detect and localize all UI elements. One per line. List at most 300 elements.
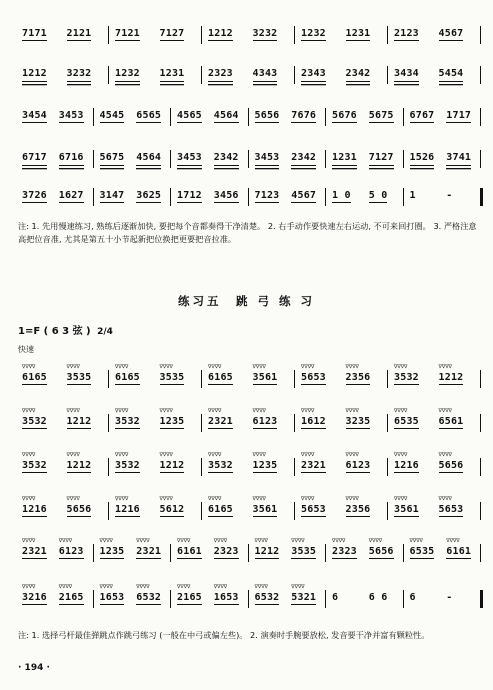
- bowing-mark: ∇∇∇∇: [252, 496, 266, 502]
- barline: [93, 150, 94, 168]
- barline: [480, 370, 481, 388]
- barline: [403, 544, 404, 562]
- note-group: [214, 152, 239, 166]
- note-digits: 5653: [438, 504, 464, 515]
- bowing-mark: ∇∇∇∇: [208, 364, 222, 370]
- bowing-mark: ∇∇∇∇: [66, 364, 80, 370]
- note-digits: 2342: [214, 152, 239, 166]
- note-digits: 3216: [22, 592, 47, 603]
- note-digits: 3235: [345, 416, 371, 427]
- note-group: [394, 408, 419, 429]
- note-digits: 4564: [136, 152, 161, 166]
- note-digits: 1212: [254, 546, 280, 557]
- note-group: [177, 110, 202, 123]
- bowing-mark: ∇∇∇∇: [159, 452, 173, 458]
- note-group: [159, 364, 185, 385]
- note-digits: 6532: [254, 592, 280, 603]
- bowing-mark: ∇∇∇∇: [22, 408, 36, 414]
- bowing-mark: ∇∇∇∇: [301, 364, 315, 370]
- page-number: · 194 ·: [18, 663, 50, 673]
- note-digits: 6161: [446, 546, 472, 557]
- note-digits: 6561: [438, 416, 464, 427]
- bowing-mark: ∇∇∇∇: [58, 538, 73, 544]
- note-digits: 3726: [22, 190, 47, 201]
- barline: [170, 590, 171, 608]
- note-group: [22, 408, 47, 429]
- note-group: [22, 584, 47, 605]
- note-digits: 3535: [66, 372, 92, 383]
- note-digits: 2323: [208, 68, 233, 82]
- note-group: [369, 152, 394, 166]
- note-digits: 6123: [345, 460, 371, 471]
- barline: [403, 150, 404, 168]
- barline: [480, 458, 481, 476]
- tempo-marking: 快速: [18, 345, 34, 354]
- bowing-mark: ∇∇∇∇: [438, 408, 452, 414]
- note-digits: 2321: [136, 546, 162, 557]
- bowing-mark: ∇∇∇∇: [208, 496, 222, 502]
- note-digits: 6165: [22, 372, 47, 383]
- note-group: [346, 28, 371, 41]
- note-group: [22, 538, 47, 559]
- bowing-mark: ∇∇∇∇: [345, 408, 359, 414]
- note-digits: 2165: [177, 592, 202, 603]
- note-group: [59, 152, 84, 166]
- note-digits: 1212: [66, 460, 92, 471]
- bowing-mark: ∇∇∇∇: [394, 452, 408, 458]
- note-group: [254, 584, 280, 605]
- note-group: [136, 110, 161, 123]
- barline: [170, 544, 171, 562]
- barline: [294, 458, 295, 476]
- barline: [108, 370, 109, 388]
- note-digits: -: [446, 592, 453, 603]
- note-digits: 7121: [115, 28, 140, 39]
- bowing-mark: ∇∇∇∇: [254, 584, 268, 590]
- score-row: [18, 408, 483, 438]
- note-digits: 4343: [253, 68, 278, 82]
- bowing-mark: ∇∇∇∇: [208, 408, 222, 414]
- note-digits: 5 0: [368, 190, 388, 201]
- note-group: [208, 452, 233, 473]
- barline: [294, 502, 295, 520]
- barline: [93, 590, 94, 608]
- note-digits: 4564: [213, 110, 239, 121]
- note-digits: 5321: [291, 592, 317, 603]
- bowing-mark: ∇∇∇∇: [66, 452, 80, 458]
- note-group: [213, 584, 239, 605]
- note-group: [369, 190, 388, 203]
- note-digits: 1712: [177, 190, 202, 201]
- score-row: [18, 152, 483, 174]
- note-digits: 3561: [394, 504, 419, 515]
- note-digits: 5656: [438, 460, 464, 471]
- barline: [108, 414, 109, 432]
- note-digits: 3453: [255, 152, 280, 166]
- note-group: [22, 452, 47, 473]
- bowing-mark: ∇∇∇∇: [115, 496, 129, 502]
- note-group: [410, 152, 435, 166]
- note-group: [332, 190, 351, 203]
- note-group: [255, 152, 280, 166]
- note-digits: 5653: [301, 504, 326, 515]
- bowing-mark: ∇∇∇∇: [115, 452, 129, 458]
- note-group: [177, 190, 202, 203]
- note-digits: 3232: [252, 28, 278, 39]
- barline: [387, 66, 388, 84]
- note-group: [136, 152, 161, 166]
- bowing-mark: ∇∇∇∇: [446, 538, 460, 544]
- note-group: [253, 68, 278, 82]
- barline: [480, 66, 481, 84]
- note-group: [410, 110, 435, 123]
- bowing-mark: ∇∇∇∇: [177, 538, 191, 544]
- note-digits: 1216: [394, 460, 419, 471]
- bowing-mark: ∇∇∇∇: [22, 496, 36, 502]
- note-group: [22, 68, 47, 82]
- note-digits: 6165: [115, 372, 140, 383]
- barline: [201, 458, 202, 476]
- barline: [248, 590, 249, 608]
- note-digits: 7676: [291, 110, 317, 121]
- note-group: [136, 584, 162, 605]
- note-group: [369, 110, 394, 123]
- note-group: [160, 28, 185, 41]
- score-row: [18, 538, 483, 568]
- note-group: [332, 592, 338, 603]
- note-group: [208, 496, 233, 517]
- note-digits: 5675: [368, 110, 394, 121]
- barline: [108, 502, 109, 520]
- barline: [201, 502, 202, 520]
- note-group: [438, 408, 464, 429]
- barline: [108, 458, 109, 476]
- score-row: [18, 584, 483, 614]
- note-group: [214, 190, 239, 203]
- barline: [480, 544, 481, 562]
- note-digits: 3532: [394, 372, 419, 383]
- barline: [294, 370, 295, 388]
- note-group: [394, 496, 419, 517]
- note-group: [409, 538, 435, 559]
- note-group: [214, 110, 239, 123]
- note-digits: 3532: [115, 460, 140, 471]
- barline: [248, 544, 249, 562]
- note-group: [332, 152, 357, 166]
- barline: [248, 108, 249, 126]
- note-group: [66, 364, 92, 385]
- note-digits: 3532: [22, 416, 47, 427]
- note-group: [301, 68, 326, 82]
- bowing-mark: ∇∇∇∇: [345, 496, 359, 502]
- bowing-mark: ∇∇∇∇: [252, 452, 266, 458]
- note-group: [99, 584, 125, 605]
- note-digits: 3741: [446, 152, 471, 166]
- note-digits: 6716: [59, 152, 84, 166]
- note-digits: 1212: [22, 68, 47, 82]
- note-group: [345, 452, 371, 473]
- note-group: [66, 408, 92, 429]
- note-group: [394, 28, 419, 41]
- barline: [170, 150, 171, 168]
- note-digits: 5656: [368, 546, 394, 557]
- note-group: [177, 152, 202, 166]
- barline: [403, 108, 404, 126]
- note-group: [439, 28, 464, 41]
- barline: [294, 26, 295, 44]
- score-row: [18, 364, 483, 394]
- bowing-mark: ∇∇∇∇: [115, 364, 129, 370]
- bowing-mark: ∇∇∇∇: [394, 364, 408, 370]
- barline: [93, 544, 94, 562]
- note-group: [22, 152, 47, 166]
- note-digits: 3232: [67, 68, 92, 82]
- note-digits: 3434: [394, 68, 419, 82]
- note-group: [446, 152, 471, 166]
- note-group: [136, 190, 161, 203]
- note-group: [438, 452, 464, 473]
- note-group: [369, 592, 388, 603]
- note-digits: 3532: [22, 460, 47, 471]
- note-digits: 5656: [254, 110, 280, 121]
- note-digits: 3535: [291, 546, 317, 557]
- bowing-mark: ∇∇∇∇: [213, 538, 228, 544]
- note-digits: 3456: [213, 190, 239, 201]
- note-digits: 3561: [252, 504, 278, 515]
- note-digits: 5612: [159, 504, 185, 515]
- note-digits: 2342: [291, 152, 316, 166]
- note-digits: 1216: [115, 504, 140, 515]
- note-group: [58, 538, 84, 559]
- note-digits: 1: [409, 190, 416, 201]
- bowing-mark: ∇∇∇∇: [394, 496, 408, 502]
- note-digits: 5653: [301, 372, 326, 383]
- time-signature: 2/4: [97, 327, 113, 337]
- note-group: [301, 408, 326, 429]
- note-group: [208, 68, 233, 82]
- final-barline: [480, 188, 483, 206]
- bowing-mark: ∇∇∇∇: [22, 364, 36, 370]
- note-group: [345, 364, 371, 385]
- barline: [480, 414, 481, 432]
- bowing-mark: ∇∇∇∇: [136, 584, 150, 590]
- note-group: [115, 452, 140, 473]
- barline: [93, 188, 94, 206]
- note-group: [394, 452, 419, 473]
- bowing-mark: ∇∇∇∇: [177, 584, 191, 590]
- bowing-mark: ∇∇∇∇: [301, 408, 315, 414]
- note-digits: 6717: [22, 152, 47, 166]
- note-digits: 1231: [160, 68, 185, 82]
- note-digits: 1232: [301, 28, 326, 39]
- note-digits: 7127: [369, 152, 394, 166]
- score-row: [18, 110, 483, 132]
- note-digits: 2356: [345, 372, 371, 383]
- note-group: [446, 190, 452, 201]
- note-group: [446, 110, 471, 123]
- note-digits: 1231: [332, 152, 357, 166]
- barline: [480, 150, 481, 168]
- bowing-mark: ∇∇∇∇: [66, 496, 80, 502]
- note-digits: 1627: [58, 190, 84, 201]
- note-digits: 3532: [115, 416, 140, 427]
- bowing-mark: ∇∇∇∇: [22, 452, 36, 458]
- barline: [170, 108, 171, 126]
- note-digits: 6: [409, 592, 416, 603]
- score-row: [18, 190, 483, 212]
- note-group: [410, 592, 416, 603]
- bowing-mark: ∇∇∇∇: [291, 584, 305, 590]
- bowing-mark: ∇∇∇∇: [159, 364, 173, 370]
- note-group: [346, 68, 371, 82]
- note-group: [58, 584, 84, 605]
- bowing-mark: ∇∇∇∇: [213, 584, 228, 590]
- note-digits: 1231: [345, 28, 371, 39]
- barline: [387, 502, 388, 520]
- barline: [480, 26, 481, 44]
- bowing-mark: ∇∇∇∇: [368, 538, 383, 544]
- note-digits: 6767: [409, 110, 435, 121]
- note-digits: 1235: [99, 546, 125, 557]
- bowing-mark: ∇∇∇∇: [99, 538, 113, 544]
- note-group: [100, 190, 125, 203]
- bowing-mark: ∇∇∇∇: [301, 496, 315, 502]
- note-group: [213, 538, 239, 559]
- note-digits: 2165: [58, 592, 84, 603]
- bowing-mark: ∇∇∇∇: [99, 584, 113, 590]
- barline: [403, 188, 404, 206]
- bowing-mark: ∇∇∇∇: [332, 538, 346, 544]
- note-group: [115, 28, 140, 41]
- barline: [294, 66, 295, 84]
- barline: [325, 150, 326, 168]
- note-group: [115, 68, 140, 82]
- note-digits: 4565: [177, 110, 202, 121]
- note-digits: 6565: [136, 110, 162, 121]
- barline: [201, 370, 202, 388]
- note-group: [345, 408, 371, 429]
- note-group: [67, 28, 92, 41]
- note-digits: 2323: [213, 546, 239, 557]
- note-digits: 1235: [252, 460, 278, 471]
- barline: [108, 66, 109, 84]
- note-digits: 1235: [159, 416, 185, 427]
- note-group: [394, 68, 419, 82]
- bowing-mark: ∇∇∇∇: [208, 452, 222, 458]
- note-digits: 4567: [291, 190, 317, 201]
- note-digits: 5656: [66, 504, 92, 515]
- final-barline: [480, 590, 483, 608]
- note-group: [22, 110, 47, 123]
- note-group: [255, 110, 280, 123]
- note-group: [159, 408, 185, 429]
- barline: [480, 108, 481, 126]
- note-group: [439, 68, 464, 82]
- note-group: [301, 452, 326, 473]
- note-digits: 3532: [208, 460, 233, 471]
- note-digits: 6161: [177, 546, 202, 557]
- note-digits: 1717: [446, 110, 472, 121]
- bowing-mark: ∇∇∇∇: [345, 452, 359, 458]
- note-digits: 4545: [99, 110, 125, 121]
- note-group: [208, 408, 233, 429]
- barline: [201, 66, 202, 84]
- note-group: [291, 538, 317, 559]
- note-group: [22, 496, 47, 517]
- note-digits: 1653: [213, 592, 239, 603]
- barline: [387, 26, 388, 44]
- note-digits: 6123: [58, 546, 84, 557]
- note-digits: 1653: [99, 592, 125, 603]
- note-group: [446, 538, 472, 559]
- bowing-mark: ∇∇∇∇: [159, 408, 173, 414]
- note-group: [159, 452, 185, 473]
- note-group: [291, 152, 316, 166]
- note-digits: 2321: [208, 416, 233, 427]
- key-text: 1=F ( 6 3 弦 ): [18, 326, 91, 337]
- exercise-five-note: 注: 1. 选择弓杆最佳弹跳点作跳弓练习 (一般在中弓或偏左些)。 2. 演奏时手腕要放松, 发音要干净并富有颗粒性。: [18, 630, 430, 640]
- note-digits: 2121: [66, 28, 92, 39]
- note-digits: 2321: [301, 460, 326, 471]
- note-group: [59, 110, 84, 123]
- note-digits: 6123: [252, 416, 278, 427]
- note-digits: 1 0: [332, 190, 351, 201]
- bowing-mark: ∇∇∇∇: [291, 538, 305, 544]
- note-group: [252, 496, 278, 517]
- note-digits: 3535: [159, 372, 185, 383]
- note-digits: 1232: [115, 68, 140, 82]
- note-digits: 1212: [159, 460, 185, 471]
- note-group: [208, 28, 233, 41]
- score-row: [18, 496, 483, 526]
- note-group: [394, 364, 419, 385]
- note-group: [438, 496, 464, 517]
- note-digits: 1212: [208, 28, 233, 39]
- note-group: [345, 496, 371, 517]
- note-digits: 5676: [332, 110, 357, 121]
- key-signature: [18, 322, 113, 337]
- note-group: [446, 592, 452, 603]
- note-group: [115, 496, 140, 517]
- note-digits: 2323: [332, 546, 357, 557]
- barline: [325, 188, 326, 206]
- note-digits: 3625: [136, 190, 162, 201]
- note-group: [252, 452, 278, 473]
- barline: [325, 544, 326, 562]
- note-digits: 7123: [254, 190, 280, 201]
- bowing-mark: ∇∇∇∇: [438, 364, 452, 370]
- note-group: [291, 110, 316, 123]
- score-row: [18, 28, 483, 50]
- note-group: [438, 364, 464, 385]
- bowing-mark: ∇∇∇∇: [301, 452, 315, 458]
- bowing-mark: ∇∇∇∇: [394, 408, 408, 414]
- bowing-mark: ∇∇∇∇: [438, 452, 452, 458]
- note-group: [332, 110, 357, 123]
- note-group: [255, 190, 280, 203]
- bowing-mark: ∇∇∇∇: [254, 538, 268, 544]
- exercise-four-note: 注: 1. 先用慢速练习, 熟练后逐渐加快, 要把每个音都奏得干净清楚。 2. 右手动作要快速左右运动, 不可来回打圈。 3. 严格注意高把位音准, 尤其是第五十小节起新把位换把更要把音拉准。: [18, 221, 477, 244]
- bowing-mark: ∇∇∇∇: [252, 408, 266, 414]
- note-group: [22, 28, 47, 41]
- note-digits: 2123: [394, 28, 419, 39]
- bowing-mark: ∇∇∇∇: [66, 408, 80, 414]
- note-group: [208, 364, 233, 385]
- note-group: [66, 452, 92, 473]
- note-group: [291, 190, 316, 203]
- note-digits: -: [446, 190, 453, 201]
- bowing-mark: ∇∇∇∇: [22, 538, 36, 544]
